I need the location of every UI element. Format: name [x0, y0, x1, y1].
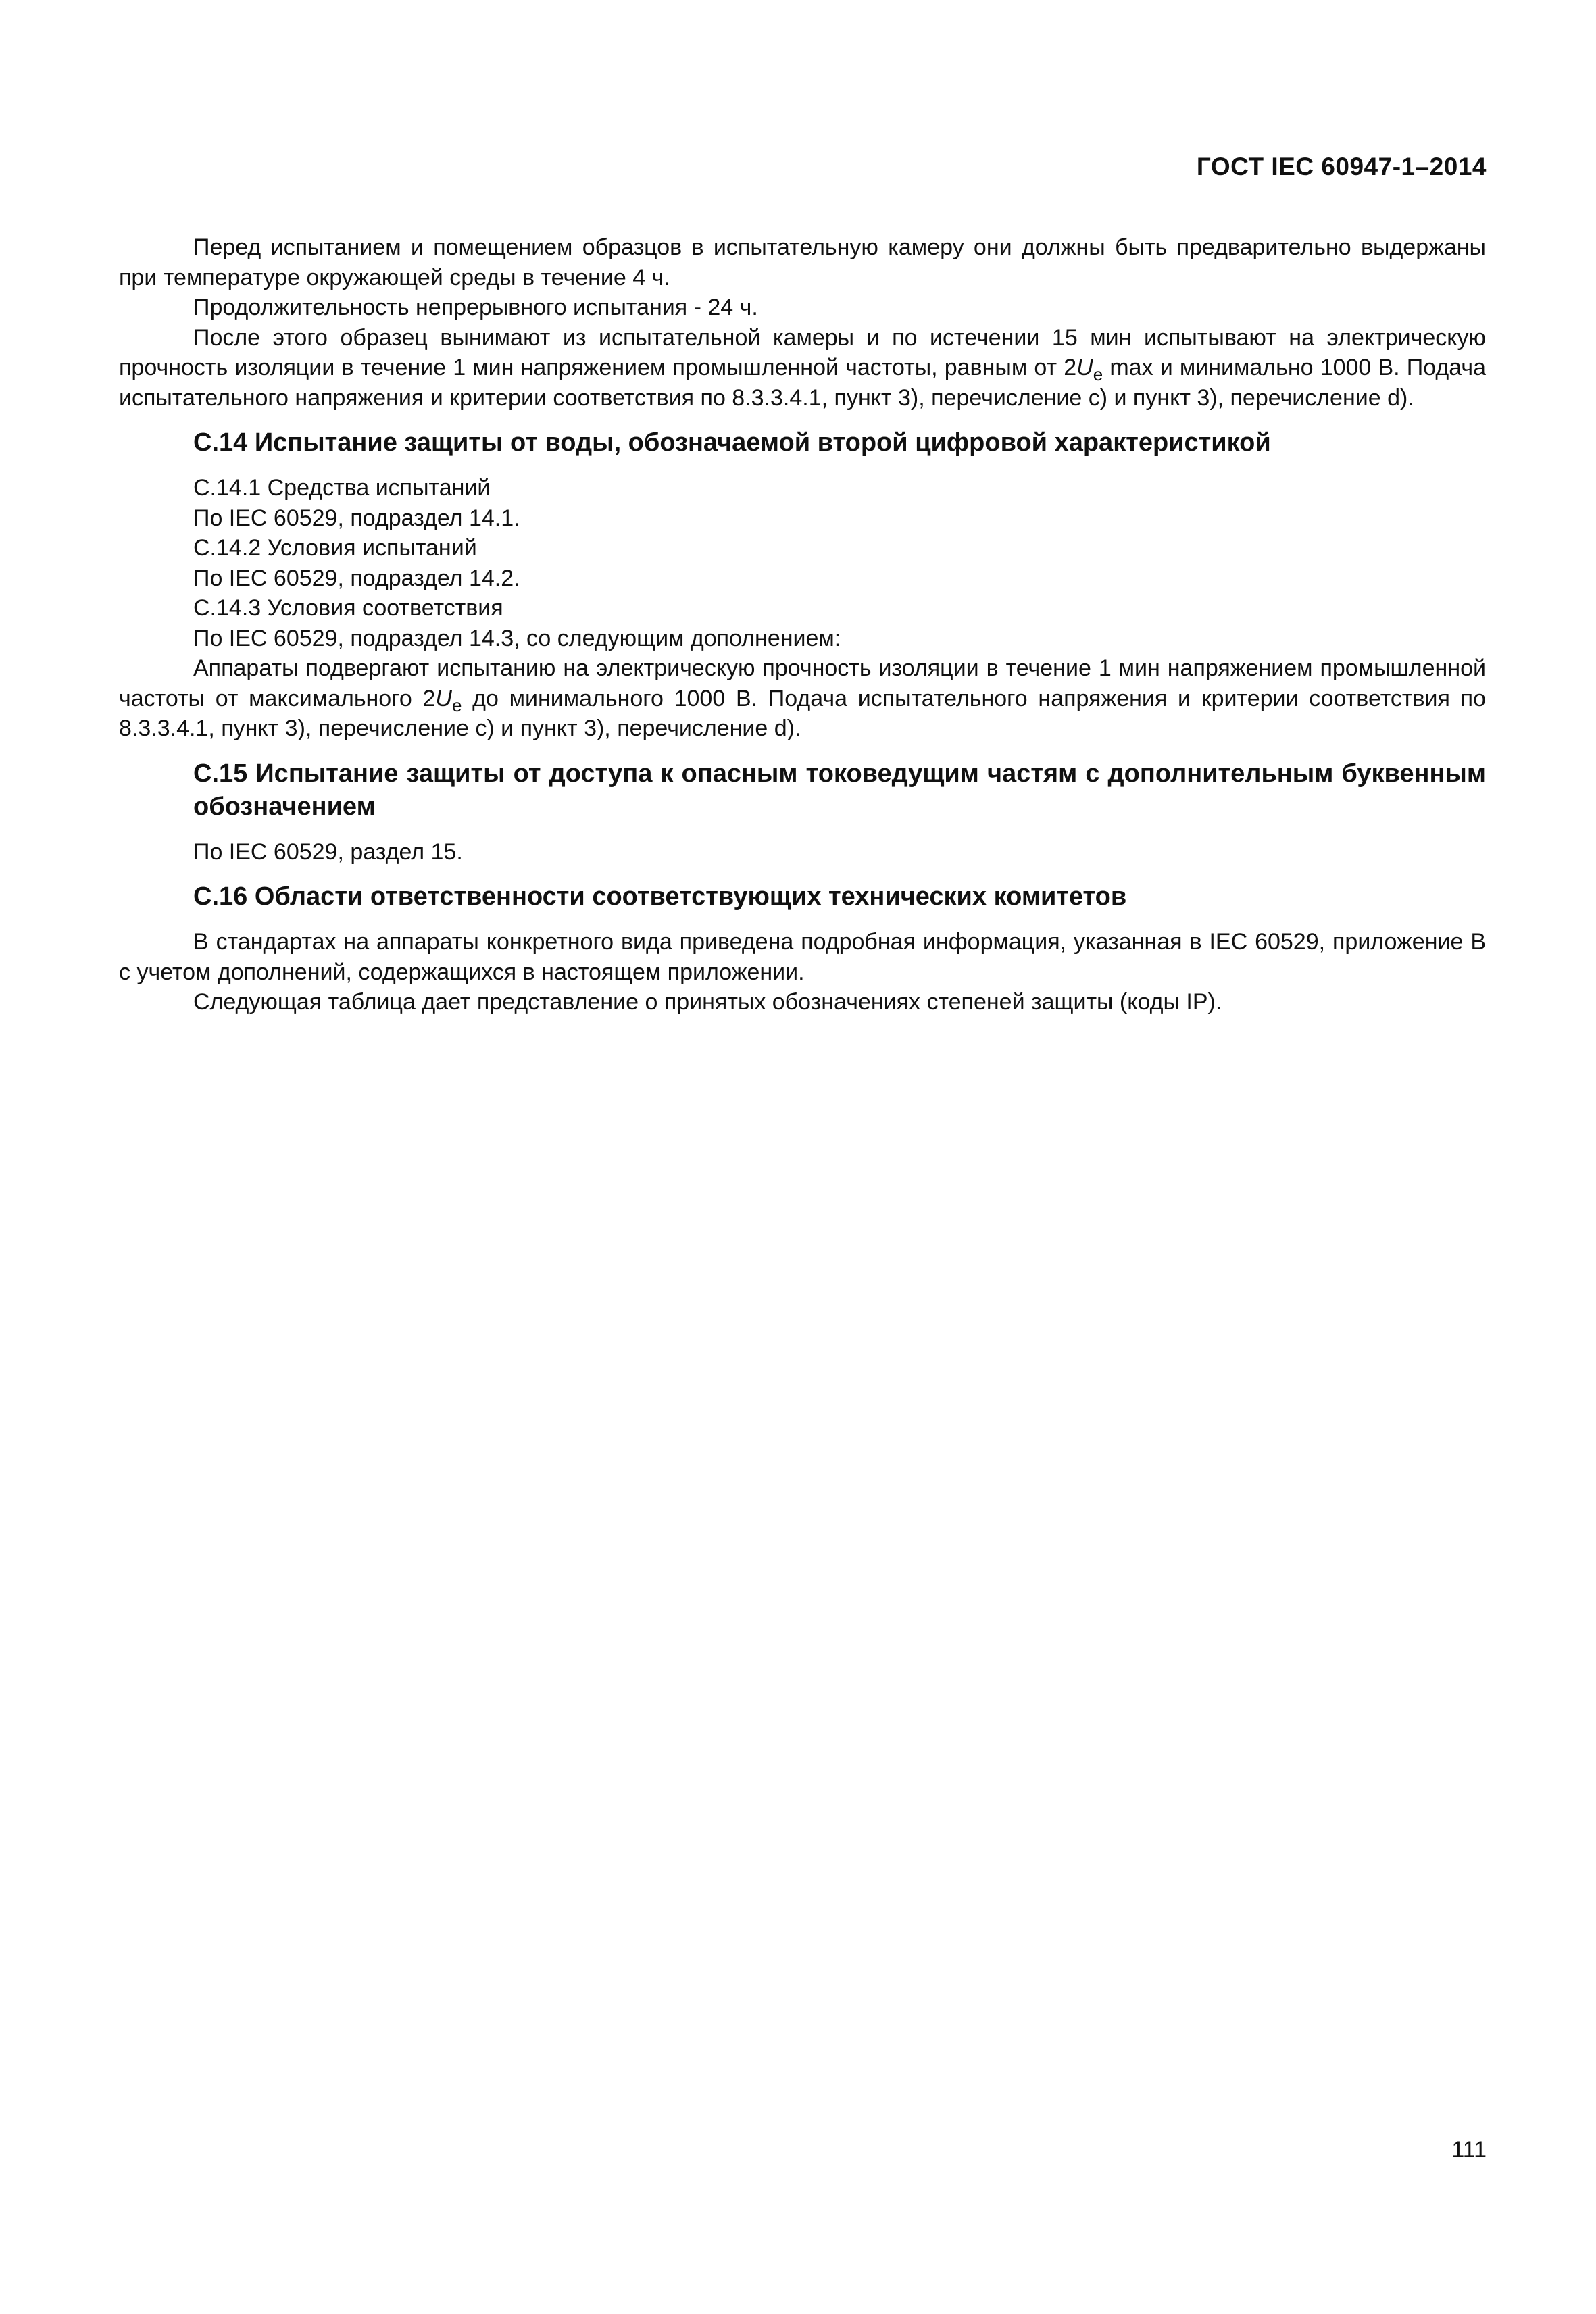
reference-c14-3: По IEC 60529, подраздел 14.3, со следующим дополнением:: [193, 625, 841, 651]
section-heading-c16: С.16 Области ответственности соответствующих технических комитетов: [193, 882, 1127, 911]
subsection-c14-1: С.14.1 Средства испытаний: [193, 475, 491, 501]
voltage-subscript: e: [451, 695, 462, 715]
paragraph-dielectric-test: [119, 323, 1486, 413]
paragraph-c16-info: В стандартах на аппараты конкретного вида приведена подробная информация, указанная в IEC 60529, приложение B с учетом дополнений, содержащихся в настоящем приложении.: [119, 929, 1486, 985]
section-heading-c14: С.14 Испытание защиты от воды, обозначаемой второй цифровой характеристикой: [193, 428, 1271, 457]
reference-c14-2: По IEC 60529, подраздел 14.2.: [193, 565, 520, 591]
paragraph-c14-addition: [119, 653, 1486, 744]
section-heading-c15: С.15 Испытание защиты от доступа к опасным токоведущим частям с дополнительным буквенным обозначением: [193, 759, 1486, 821]
page-body: [119, 232, 1486, 1017]
text-part: Аппараты подвергают испытанию на электрическую прочность изоляции в течение 1 мин напряжением промышленной частоты от максимального 2: [119, 655, 1486, 711]
voltage-symbol: U: [435, 685, 452, 711]
document-designation: ГОСТ IEC 60947-1–2014: [1196, 153, 1487, 180]
voltage-subscript: e: [1093, 364, 1103, 384]
page-number: 111: [1451, 2137, 1487, 2163]
text-part: После этого образец вынимают из испытательной камеры и по истечении 15 мин испытывают на электрическую прочность изоляции в течение 1 мин напряжением промышленной частоты, равным от 2: [119, 324, 1486, 380]
paragraph-test-duration: Продолжительность непрерывного испытания - 24 ч.: [193, 295, 758, 320]
paragraph-c16-table-intro: Следующая таблица дает представление о принятых обозначениях степеней защиты (коды IP).: [193, 989, 1222, 1015]
paragraph-preconditioning: Перед испытанием и помещением образцов в испытательную камеру они должны быть предварительно выдержаны при температуре окружающей среды в течение 4 ч.: [119, 234, 1486, 291]
reference-c15: По IEC 60529, раздел 15.: [193, 838, 463, 865]
reference-c14-1: По IEC 60529, подраздел 14.1.: [193, 505, 520, 531]
subsection-c14-2: С.14.2 Условия испытаний: [193, 535, 477, 561]
text-part: max и минимально 1000 В. Подача испытательного напряжения и критерии соответствия по 8.3.3.4.1, пункт 3), перечисление c) и пункт 3), перечисление d).: [119, 355, 1486, 411]
voltage-symbol: U: [1076, 355, 1093, 380]
text-part: до минимального 1000 В. Подача испытательного напряжения и критерии соответствия по 8.3.3.4.1, пункт 3), перечисление c) и пункт 3), перечисление d).: [119, 685, 1486, 741]
subsection-c14-3: С.14.3 Условия соответствия: [193, 595, 503, 621]
